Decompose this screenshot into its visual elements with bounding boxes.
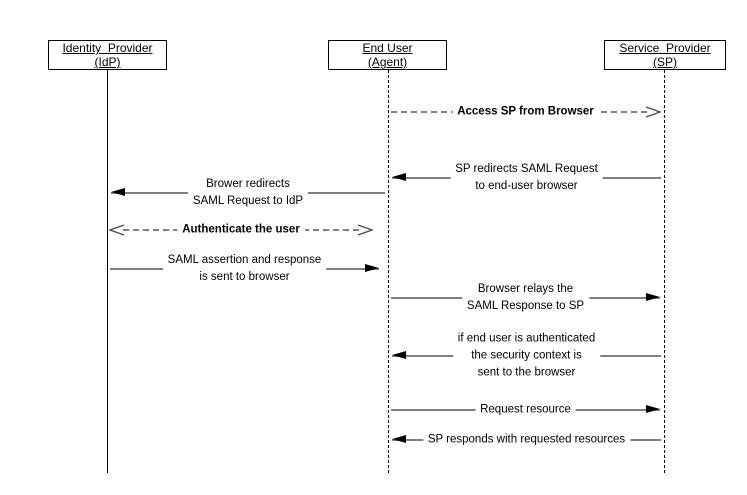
- open-arrowhead-right-icon: [357, 224, 373, 236]
- message-label-line: to end-user browser: [475, 180, 578, 192]
- message-label-line: SAML Response to SP: [466, 300, 585, 312]
- filled-arrowhead-right-icon: [646, 293, 660, 301]
- lifeline-enduser: [388, 70, 389, 473]
- filled-arrowhead-left-icon: [392, 173, 406, 181]
- message-label: [177, 222, 305, 239]
- filled-arrowhead-right-icon: [646, 405, 660, 413]
- message-label-line: Authenticate the user: [182, 223, 300, 236]
- message-label-line: SP redirects SAML Request: [455, 163, 598, 175]
- filled-arrowhead-left-icon: [392, 351, 406, 359]
- message-label-line: Browser relays the: [477, 283, 574, 295]
- lifeline-idp: [107, 70, 108, 473]
- message-label: [450, 161, 603, 195]
- message-label-line: SAML assertion and response: [167, 254, 322, 266]
- message-label: [163, 252, 327, 286]
- open-arrowhead-right-icon: [645, 106, 661, 118]
- message-label-line: Access SP from Browser: [457, 105, 594, 118]
- message-label-line: SP responds with requested resources: [427, 433, 626, 446]
- message-label-line: if end user is authenticated: [457, 332, 596, 345]
- actor-title: End User: [362, 41, 413, 55]
- message-label: [452, 104, 599, 121]
- message-label: [423, 432, 630, 449]
- message-label-line: sent to the browser: [477, 366, 576, 379]
- message-label: [475, 402, 576, 419]
- filled-arrowhead-left-icon: [392, 435, 406, 443]
- actor-subtitle: (IdP): [94, 55, 121, 69]
- lifeline-sp: [664, 70, 665, 473]
- message-label-line: Request resource: [480, 403, 571, 416]
- actor-subtitle: (SP): [653, 55, 677, 69]
- message-label-line: SAML Request to IdP: [192, 195, 304, 207]
- message-label: [188, 176, 308, 210]
- message-label: [462, 281, 589, 315]
- filled-arrowhead-left-icon: [111, 188, 125, 196]
- message-label-line: is sent to browser: [199, 271, 290, 283]
- actor-title: Service Provider: [619, 41, 711, 55]
- open-arrowhead-left-icon: [109, 224, 125, 236]
- message-label-line: the security context is: [471, 349, 582, 362]
- actor-subtitle: (Agent): [367, 55, 408, 69]
- actor-box-enduser: [328, 40, 447, 70]
- actor-box-idp: [48, 40, 167, 70]
- message-label: [453, 331, 600, 382]
- filled-arrowhead-right-icon: [365, 264, 379, 272]
- actor-title: Identity Provider: [62, 41, 153, 55]
- actor-box-sp: [604, 40, 726, 70]
- message-label-line: Brower redirects: [206, 178, 290, 190]
